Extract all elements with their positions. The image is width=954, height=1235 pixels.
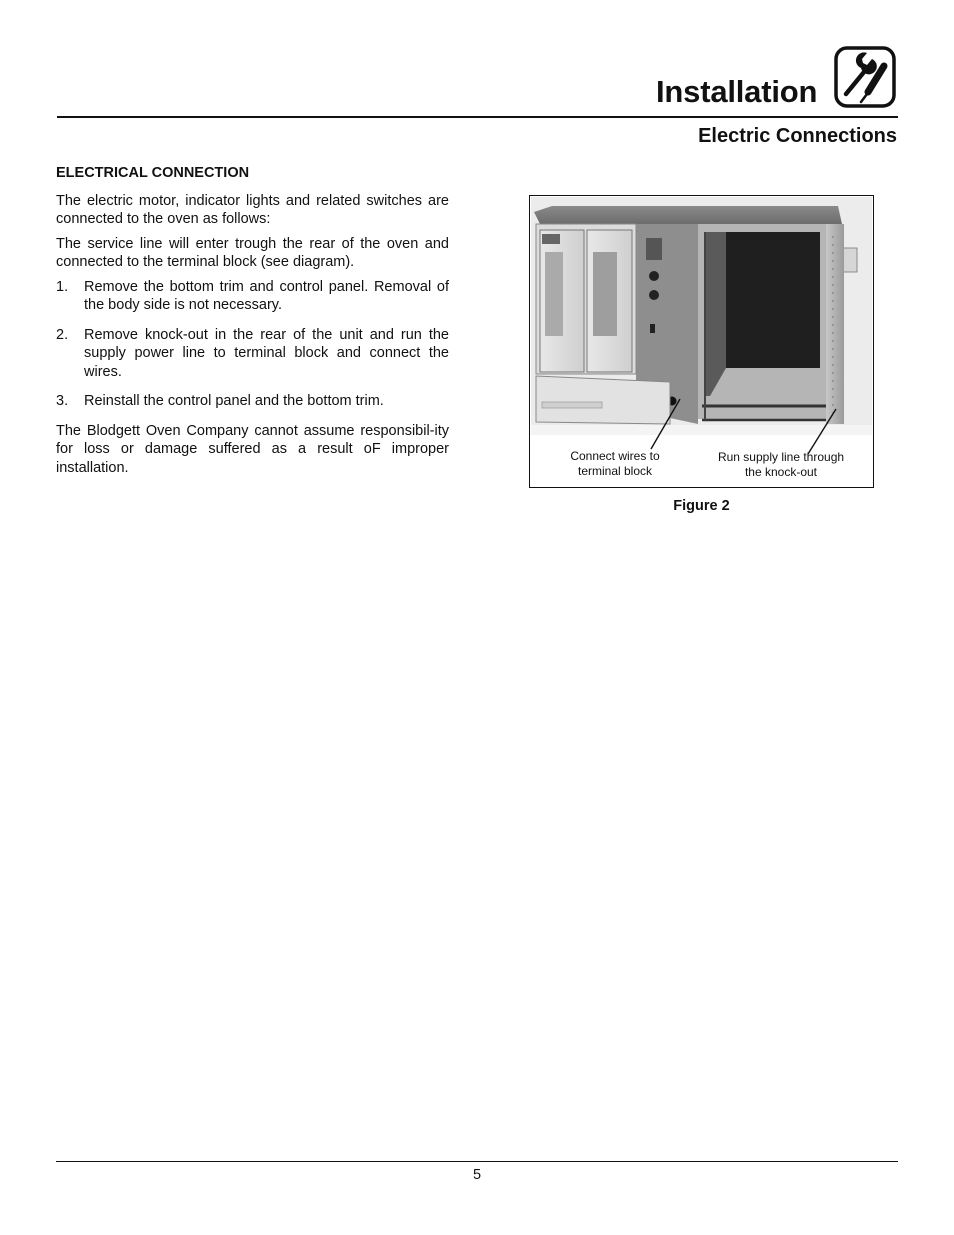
figure-caption: Figure 2 [673,498,730,514]
step-text: Reinstall the control panel and the bottom trim. [84,393,384,409]
footer-rule [56,1161,898,1162]
section-heading: ELECTRICAL CONNECTION [56,165,250,181]
tools-icon [834,46,896,108]
list-item [56,278,449,315]
text-column [56,164,449,483]
list-item [56,326,449,382]
step-number: 2. [56,326,69,343]
section-subtitle: Electric Connections [698,125,897,147]
step-text: Remove the bottom trim and control panel. Removal of the body side is not necessary. [84,278,449,313]
service-line-paragraph: The service line will enter trough the rear of the oven and connected to the terminal block (see diagram). [56,235,449,270]
step-text: Remove knock-out in the rear of the unit and run the supply power line to terminal block and connect the wires. [84,326,449,380]
callout-knock-out: Run supply line through the knock-out [717,450,845,479]
header-rule [57,116,898,118]
step-number: 1. [56,278,69,295]
list-item [56,392,449,411]
oven-diagram [530,196,873,487]
callout-terminal-block: Connect wires to terminal block [570,449,660,478]
step-number: 3. [56,393,69,409]
disclaimer-paragraph: The Blodgett Oven Company cannot assume responsibil-ity for loss or damage suffered as a result oF improper installation. [56,422,449,476]
page-title: Installation [656,74,818,109]
figure-frame [529,195,874,488]
page-number: 5 [472,1167,482,1183]
intro-paragraph: The electric motor, indicator lights and related switches are connected to the oven as follows: [56,192,449,227]
steps-list [56,278,449,411]
